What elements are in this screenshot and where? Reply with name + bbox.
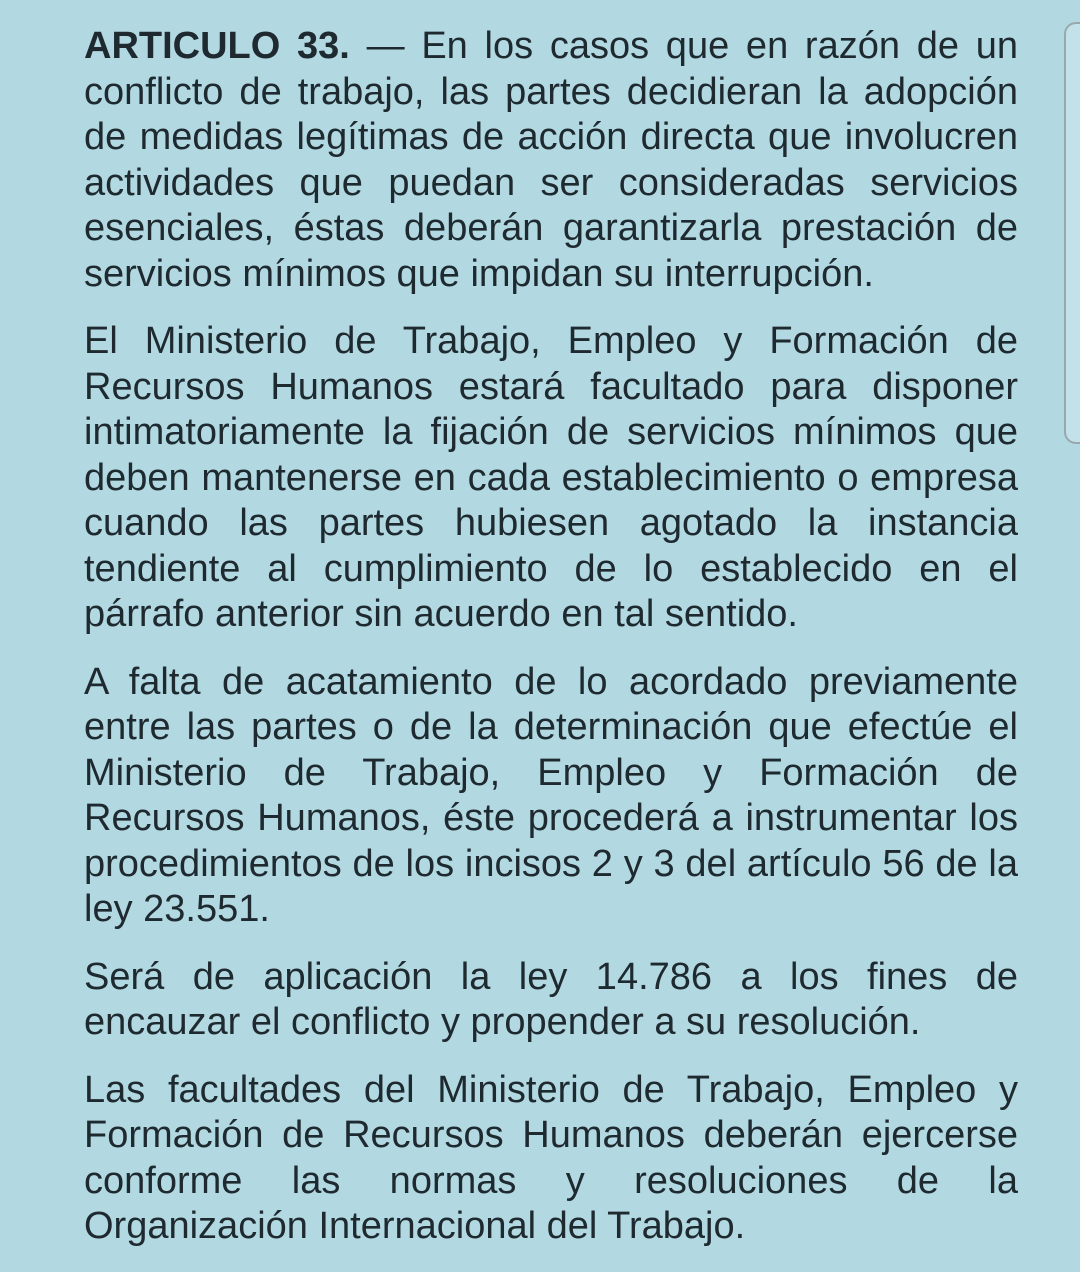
paragraph-3: A falta de acatamiento de lo acordado previamente entre las partes o de la determinación que efectúe el Ministerio de Trabajo, Empleo y Formación de Recursos Humanos, éste procederá a instrumentar los procedimientos de los incisos 2 y 3 del artículo 56 de la ley 23.551.: [84, 660, 1018, 930]
paragraph-5: Las facultades del Ministerio de Trabajo, Empleo y Formación de Recursos Humanos deberán ejercerse conforme las normas y resoluciones de la Organización Internacional del Trabajo.: [84, 1068, 1018, 1247]
paragraph-2: El Ministerio de Trabajo, Empleo y Formación de Recursos Humanos estará facultado para disponer intimatoriamente la fijación de servicios mínimos que deben mantenerse en cada establecimiento o empresa cuando las partes hubiesen agotado la instancia tendiente al cumplimiento de lo establecido en el párrafo anterior sin acuerdo en tal sentido.: [84, 320, 1018, 635]
scroll-handle[interactable]: [1064, 22, 1080, 444]
paragraph-1: [84, 24, 1018, 297]
paragraph-4: Será de aplicación la ley 14.786 a los fines de encauzar el conflicto y propender a su resolución.: [84, 955, 1018, 1043]
paragraph-1-text: En los casos que en razón de un conflicto de trabajo, las partes decidieran la adopción de medidas legítimas de acción directa que involucren actividades que puedan ser consideradas servicios esenciales, éstas deberán garantizarla prestación de servicios mínimos que impidan su interrupción.: [84, 25, 1018, 295]
article-heading: ARTICULO 33.: [84, 25, 350, 67]
heading-dash: —: [349, 25, 422, 67]
article-33: [84, 24, 1018, 1272]
